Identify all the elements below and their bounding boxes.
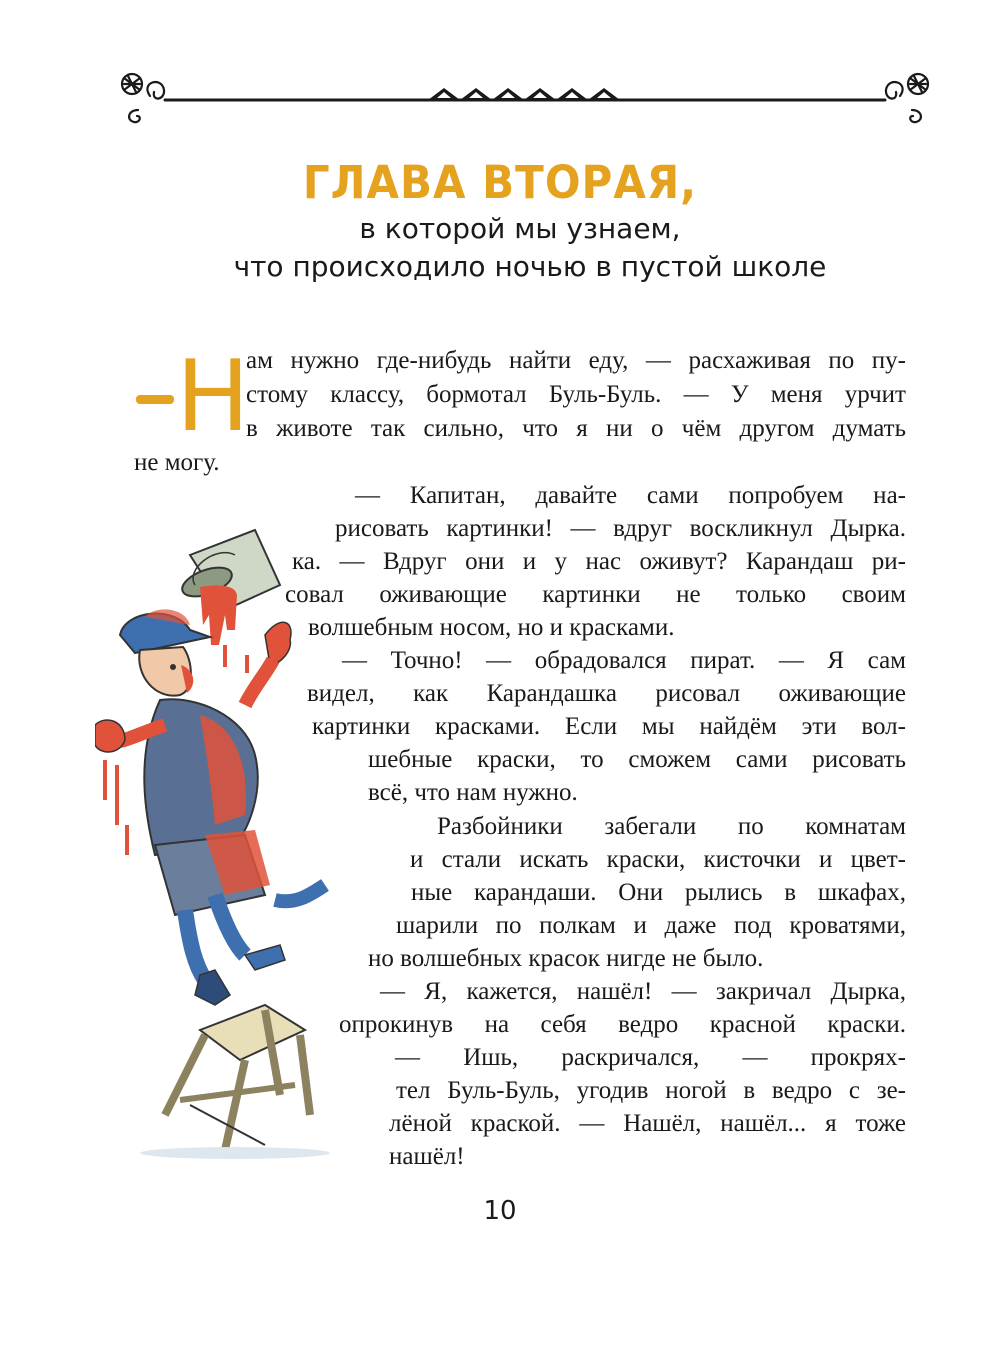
text-line: — Ишь, раскричался, — прокрях- (395, 1044, 906, 1071)
dropcap-letter: Н (176, 340, 250, 454)
header-ornament (110, 62, 940, 132)
text-line: тел Буль-Буль, угодив ногой в ведро с зе- (396, 1077, 906, 1104)
text-line: — Точно! — обрадовался пират. — Я сам (342, 647, 906, 674)
text-line: и стали искать краски, кисточки и цвет- (410, 846, 906, 873)
chapter-subtitle-line-2: что происходило ночью в пустой школе (233, 250, 827, 283)
text-line: картинки красками. Если мы найдём эти вол- (312, 713, 906, 740)
dropcap-dash (136, 395, 174, 404)
pirate-illustration (95, 525, 365, 1175)
text-line: лёной краской. — Нашёл, нашёл... я тоже (389, 1110, 906, 1137)
text-line: ка. — Вдруг они и у нас оживут? Карандаш ри- (292, 548, 906, 575)
text-line: видел, как Карандашка рисовал оживающие (307, 680, 906, 707)
text-line: рисовать картинки! — вдруг воскликнул Дырка. (335, 515, 906, 542)
text-line: ам нужно где-нибудь найти еду, — расхаживая по пу- (246, 347, 906, 374)
text-line: в животе так сильно, что я ни о чём другом думать (246, 415, 906, 442)
text-line: нашёл! (389, 1143, 465, 1170)
text-line: шарили по полкам и даже под кроватями, (396, 912, 906, 939)
text-line: стому классу, бормотал Буль-Буль. — У меня урчит (246, 381, 906, 408)
chapter-subtitle-line-1: в которой мы узнаем, (359, 212, 681, 245)
stool-icon (140, 1005, 330, 1159)
text-line: ные карандаши. Они рылись в шкафах, (411, 879, 906, 906)
text-line: шебные краски, то сможем сами рисовать (368, 746, 906, 773)
text-line: совал оживающие картинки не только своим (285, 581, 906, 608)
text-line: — Я, кажется, нашёл! — закричал Дырка, (380, 978, 906, 1005)
chapter-title: ГЛАВА ВТОРАЯ, (302, 156, 698, 209)
text-line: но волшебных красок нигде не было. (368, 945, 764, 972)
page-number: 10 (483, 1196, 517, 1226)
text-line: всё, что нам нужно. (368, 779, 578, 806)
text-line: опрокинув на себя ведро красной краски. (339, 1011, 906, 1038)
text-line: — Капитан, давайте сами попробуем на- (355, 482, 906, 509)
text-line: волшебным носом, но и красками. (308, 614, 675, 641)
text-line: Разбойники забегали по комнатам (437, 813, 906, 840)
text-line: не могу. (134, 449, 220, 476)
